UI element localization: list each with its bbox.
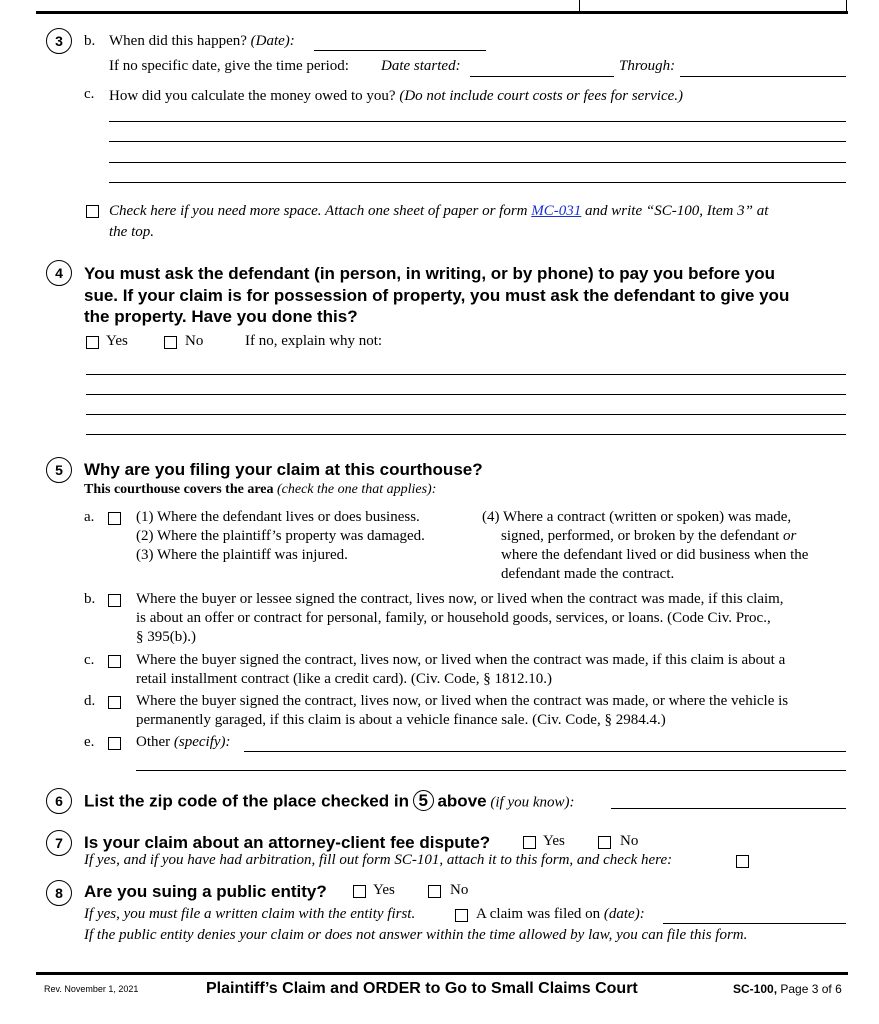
item-5a-option4-line2: signed, performed, or broken by the defendant or [501, 528, 797, 544]
item-5e-specify-field-line2[interactable] [136, 770, 846, 771]
more-space-text-cont: the top. [109, 224, 154, 240]
item-8-note1: If yes, you must file a written claim with the entity first. [84, 906, 416, 922]
item-7-arbitration-checkbox[interactable] [736, 855, 749, 868]
item-7-yes-label: Yes [543, 833, 565, 849]
zip-code-field[interactable] [611, 808, 846, 809]
item-8-number: 8 [46, 880, 72, 906]
item-6-question: List the zip code of the place checked in 5 above (if you know): [84, 790, 575, 811]
item-8-claim-filed-checkbox[interactable] [455, 909, 468, 922]
item-5b-line2: is about an offer or contract for personal, family, or household goods, services, or loans. (Code Civ. Proc., [136, 610, 771, 626]
footer-form-page: SC-100, Page 3 of 6 [733, 982, 842, 996]
date-started-label: Date started: [381, 58, 461, 74]
item-7-number: 7 [46, 830, 72, 856]
item-7-no-label: No [620, 833, 639, 849]
item-3b-date-field[interactable] [314, 50, 486, 51]
more-space-text: Check here if you need more space. Attach one sheet of paper or form MC-031 and write “SC-100, Item 3” at [109, 203, 769, 219]
header-rule [36, 11, 848, 14]
item-5b-letter: b. [84, 591, 96, 607]
item-8-no-label: No [450, 882, 469, 898]
item-4-answer-line[interactable] [86, 374, 846, 375]
item-8-question: Are you suing a public entity? [84, 882, 327, 901]
item-5a-option2: (2) Where the plaintiff’s property was damaged. [136, 528, 425, 544]
item-3b-period-text: If no specific date, give the time period: [109, 58, 349, 74]
item-7-yes-checkbox[interactable] [523, 836, 536, 849]
item-5a-checkbox[interactable] [108, 512, 121, 525]
item-5e-checkbox[interactable] [108, 737, 121, 750]
item-4-if-no: If no, explain why not: [245, 333, 383, 349]
item-8-note2: If the public entity denies your claim or does not answer within the time allowed by law, you can file this form. [84, 927, 748, 943]
more-space-checkbox[interactable] [86, 205, 99, 218]
item-3c-question: How did you calculate the money owed to you? (Do not include court costs or fees for service.) [109, 88, 684, 104]
item-4-yes-checkbox[interactable] [86, 336, 99, 349]
item-3-number: 3 [46, 28, 72, 54]
item-4-question-line1: You must ask the defendant (in person, in writing, or by phone) to pay you before you [84, 264, 776, 283]
item-5a-letter: a. [84, 509, 95, 525]
item-5d-letter: d. [84, 693, 96, 709]
item-8-yes-label: Yes [373, 882, 395, 898]
item-5-question: Why are you filing your claim at this courthouse? [84, 460, 483, 479]
item-5-number: 5 [46, 457, 72, 483]
item-5d-line1: Where the buyer signed the contract, lives now, or lived when the contract was made, or where the vehicle is [136, 693, 789, 709]
item-5c-line1: Where the buyer signed the contract, lives now, or lived when the contract was made, if this claim is about a [136, 652, 786, 668]
item-5e-label: Other (specify): [136, 734, 231, 750]
item-4-answer-line[interactable] [86, 414, 846, 415]
mc-031-link[interactable]: MC-031 [531, 203, 582, 219]
item-5c-checkbox[interactable] [108, 655, 121, 668]
item-7-question: Is your claim about an attorney-client fee dispute? [84, 833, 491, 852]
item-8-no-checkbox[interactable] [428, 885, 441, 898]
through-field[interactable] [680, 76, 846, 77]
item-7-no-checkbox[interactable] [598, 836, 611, 849]
item-5c-line2: retail installment contract (like a credit card). (Civ. Code, § 1812.10.) [136, 671, 552, 687]
item-5a-option1: (1) Where the defendant lives or does business. [136, 509, 420, 525]
item-5b-line3: § 395(b).) [136, 629, 196, 645]
item-3c-answer-line[interactable] [109, 182, 846, 183]
item-5a-option4-line3: where the defendant lived or did business when the [501, 547, 809, 563]
item-6-number: 6 [46, 788, 72, 814]
date-started-field[interactable] [470, 76, 614, 77]
through-label: Through: [619, 58, 676, 74]
item-3b-letter: b. [84, 33, 96, 49]
footer-revision: Rev. November 1, 2021 [44, 984, 139, 994]
item-5-covers: This courthouse covers the area (check the one that applies): [84, 482, 437, 497]
item-4-no-checkbox[interactable] [164, 336, 177, 349]
item-4-answer-line[interactable] [86, 434, 846, 435]
footer-title: Plaintiff’s Claim and ORDER to Go to Small Claims Court [206, 980, 638, 997]
item-5b-checkbox[interactable] [108, 594, 121, 607]
item-4-question-line3: the property. Have you done this? [84, 307, 358, 326]
item-5e-letter: e. [84, 734, 95, 750]
item-4-question-line2: sue. If your claim is for possession of property, you must ask the defendant to give you [84, 286, 790, 305]
item-5e-specify-field[interactable] [244, 751, 846, 752]
item-5d-checkbox[interactable] [108, 696, 121, 709]
item-4-yes-label: Yes [106, 333, 128, 349]
item-5a-option4-line1: (4) Where a contract (written or spoken) was made, [482, 509, 792, 525]
item-5-ref-circle: 5 [413, 790, 434, 811]
item-5a-option3: (3) Where the plaintiff was injured. [136, 547, 348, 563]
item-5c-letter: c. [84, 652, 95, 668]
footer-rule [36, 972, 848, 975]
claim-filed-date-field[interactable] [663, 923, 846, 924]
item-4-no-label: No [185, 333, 204, 349]
item-5b-line1: Where the buyer or lessee signed the contract, lives now, or lived when the contract was made, if this claim, [136, 591, 784, 607]
item-8-yes-checkbox[interactable] [353, 885, 366, 898]
item-5a-option4-line4: defendant made the contract. [501, 566, 675, 582]
header-right-edge [846, 0, 847, 12]
item-3c-answer-line[interactable] [109, 121, 846, 122]
item-8-claim-filed: A claim was filed on (date): [476, 906, 645, 922]
item-3c-answer-line[interactable] [109, 162, 846, 163]
item-4-number: 4 [46, 260, 72, 286]
item-4-answer-line[interactable] [86, 394, 846, 395]
header-divider [579, 0, 580, 12]
item-7-note: If yes, and if you have had arbitration, fill out form SC-101, attach it to this form, and check here: [84, 852, 673, 868]
item-3c-answer-line[interactable] [109, 141, 846, 142]
item-3b-question: When did this happen? (Date): [109, 33, 295, 49]
item-5d-line2: permanently garaged, if this claim is about a vehicle finance sale. (Civ. Code, § 2984.4.) [136, 712, 666, 728]
item-3c-letter: c. [84, 86, 95, 102]
